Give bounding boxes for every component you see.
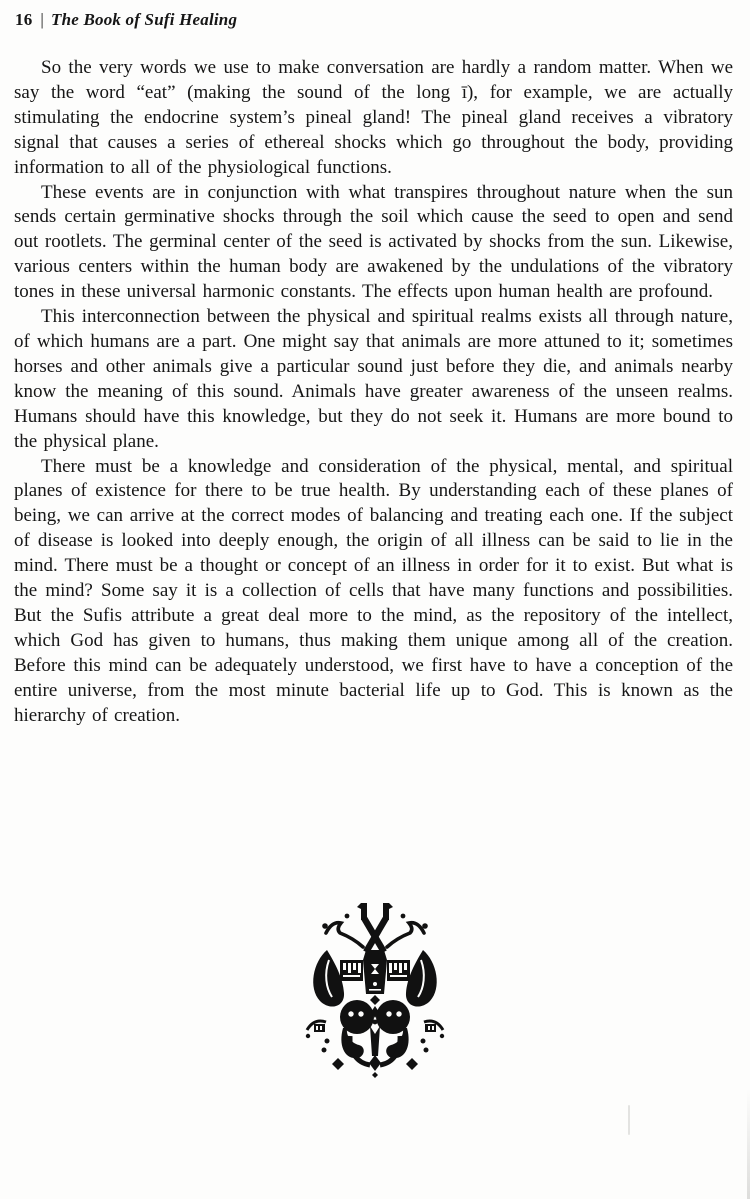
header-separator: | <box>40 10 45 29</box>
book-title: The Book of Sufi Healing <box>51 10 238 29</box>
scan-smudge <box>628 1105 630 1135</box>
body-paragraph: These events are in conjunction with what transpires throughout nature when the sun sends certain germinative shocks through the soil which cause the seed to open and send out rootlets. The germinal center of the seed is activated by shocks from the sun. Likewise, various centers within the human body are awakened by the undulations of the vibratory tones in these universal harmonic constants. The effects upon human health are profound. <box>14 181 733 303</box>
body-paragraph: This interconnection between the physical and spiritual realms exists all through nature, of which humans are a part. One might say that animals are more attuned to it; sometimes horses and other animals give a particular sound just before they die, and animals nearby know the meaning of this sound. Animals have greater awareness of the unseen realms. Humans should have this knowledge, but they do not seek it. Humans are more bound to the physical plane. <box>14 306 733 452</box>
body-paragraph: So the very words we use to make conversation are hardly a random matter. When we say the word “eat” (making the sound of the long ī), for example, we are actually stimulating the endocrine system’s pineal gland! The pineal gland receives a vibratory signal that causes a series of ethereal shocks which go throughout the body, providing information to all of the physiological functions. <box>14 57 733 178</box>
page-number: 16 <box>15 10 33 29</box>
body-paragraph: There must be a knowledge and consideration of the physical, mental, and spiritual planes of existence for there to be true health. By understanding each of these planes of being, we can arrive at the correct modes of balancing and treating each one. If the subject of disease is looked into deeply enough, the origin of all illness can be said to lie in the mind. There must be a thought or concept of an illness in order for it to exist. But what is the mind? Some say it is a collection of cells that have many functions and possibilities. But the Sufis attribute a great deal more to the mind, as the repository of the intellect, which God has given to humans, thus making them unique among all of the creation. Before this mind can be adequately understood, we first have to have a conception of the entire universe, from the most minute bacterial life up to God. This is known as the hierarchy of creation. <box>14 455 733 726</box>
arabic-calligraphy-emblem-icon <box>300 900 450 1080</box>
sufi-calligraphy-ornament-icon <box>300 900 450 1080</box>
running-header <box>15 10 237 30</box>
body-text-block <box>14 56 733 728</box>
